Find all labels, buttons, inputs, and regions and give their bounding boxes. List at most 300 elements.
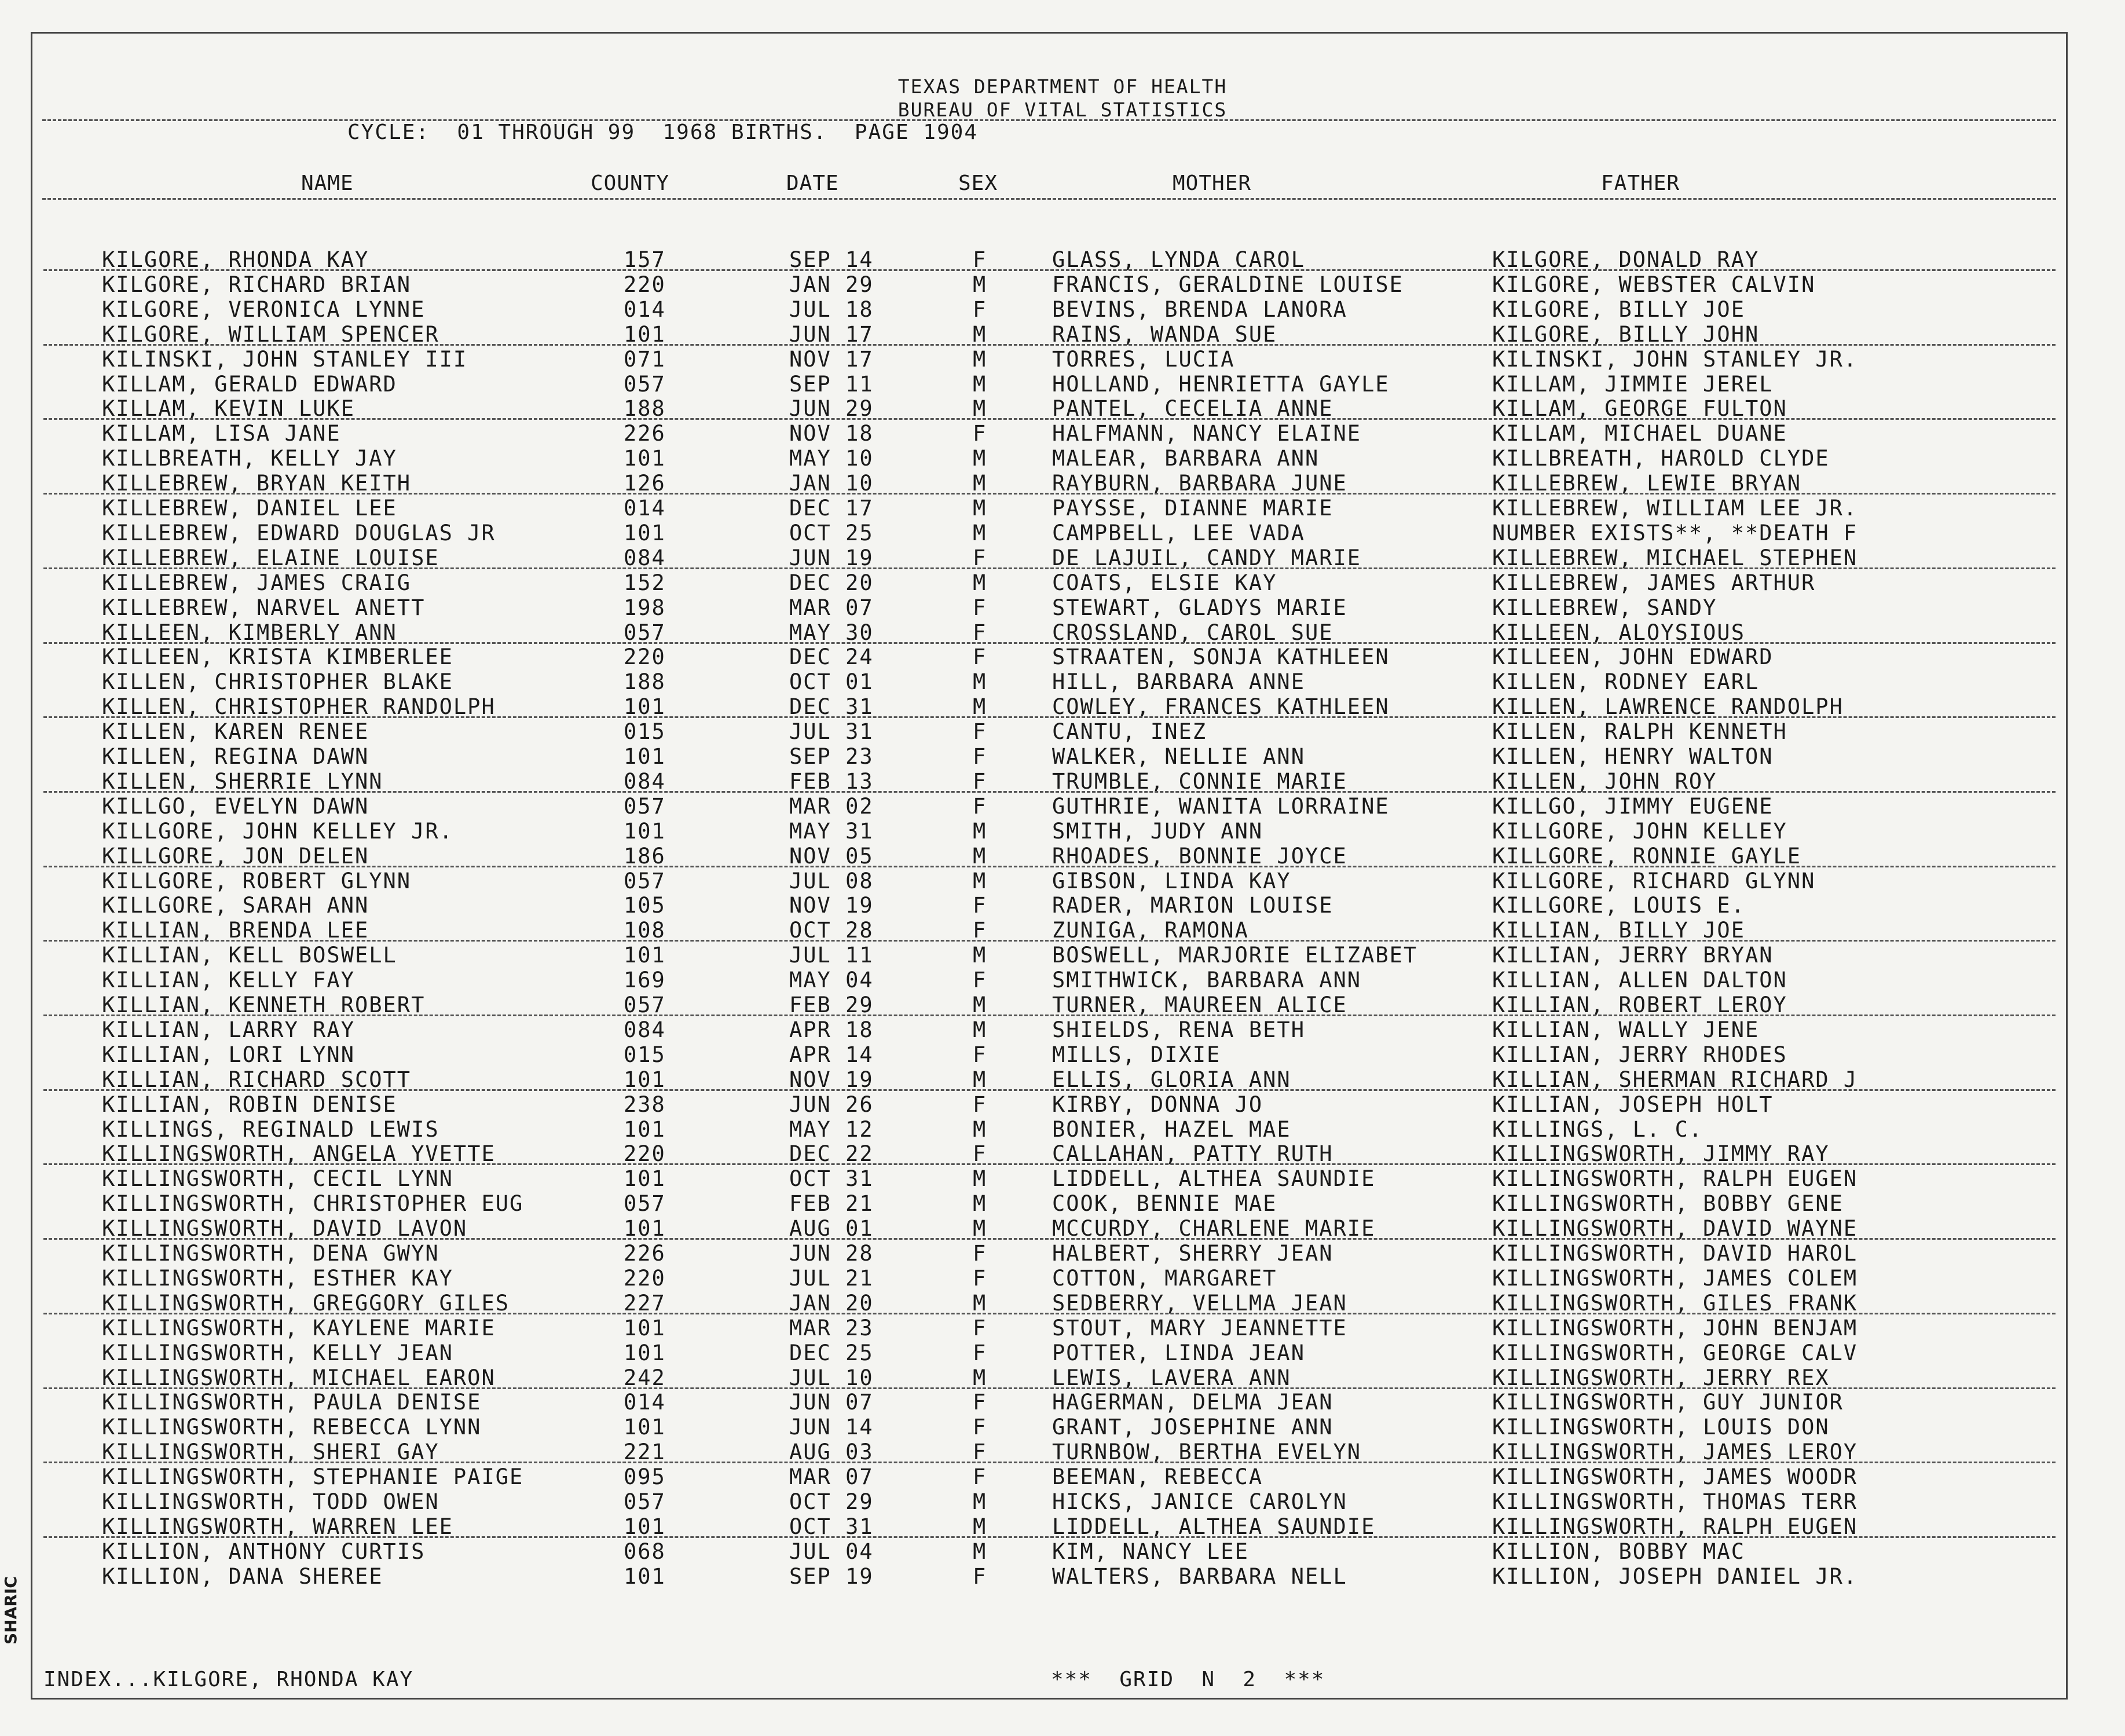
table-row — [0, 918, 2125, 943]
cell-name: KILLINGSWORTH, CECIL LYNN — [102, 1166, 453, 1192]
cell-date: MAY 04 — [789, 968, 874, 993]
cell-sex: M — [973, 1365, 987, 1390]
cell-sex: M — [973, 1191, 987, 1217]
cell-name: KILLINGSWORTH, GREGGORY GILES — [102, 1290, 510, 1316]
cell-name: KILLINGSWORTH, TODD OWEN — [102, 1489, 439, 1514]
cell-name: KILLEN, CHRISTOPHER BLAKE — [102, 669, 453, 695]
cell-sex: F — [973, 1315, 987, 1341]
cell-name: KILLEBREW, JAMES CRAIG — [102, 570, 412, 595]
cell-date: JUN 17 — [789, 321, 874, 347]
cell-date: NOV 19 — [789, 893, 874, 918]
cell-father: KILGORE, DONALD RAY — [1492, 247, 1760, 272]
cell-name: KILLION, DANA SHEREE — [102, 1563, 383, 1589]
cell-sex: M — [973, 843, 987, 869]
cell-mother: GLASS, LYNDA CAROL — [1052, 247, 1305, 272]
cell-name: KILLINGSWORTH, CHRISTOPHER EUG — [102, 1191, 524, 1217]
col-mother: MOTHER — [1173, 171, 1252, 195]
cell-county: 057 — [624, 868, 666, 893]
table-row — [0, 669, 2125, 694]
cell-name: KILLEN, KAREN RENEE — [102, 719, 369, 745]
table-row — [0, 1440, 2125, 1464]
cell-date: JUN 14 — [789, 1415, 874, 1440]
cell-mother: LEWIS, LAVERA ANN — [1052, 1365, 1291, 1390]
cell-sex: M — [973, 943, 987, 968]
cell-county: 220 — [624, 1141, 666, 1167]
cell-date: JAN 29 — [789, 272, 874, 297]
cell-mother: LIDDELL, ALTHEA SAUNDIE — [1052, 1166, 1376, 1192]
cell-county: 084 — [624, 545, 666, 570]
cell-county: 084 — [624, 768, 666, 794]
cell-sex: F — [973, 1440, 987, 1465]
cell-sex: M — [973, 446, 987, 471]
cell-name: KILLEN, SHERRIE LYNN — [102, 768, 383, 794]
cell-sex: F — [973, 793, 987, 819]
cell-county: 101 — [624, 321, 666, 347]
cell-father: KILLEN, HENRY WALTON — [1492, 744, 1774, 769]
cell-mother: COATS, ELSIE KAY — [1052, 570, 1277, 595]
cell-county: 101 — [624, 1315, 666, 1341]
cell-sex: F — [973, 1464, 987, 1490]
cell-father: KILLEBREW, JAMES ARTHUR — [1492, 570, 1816, 595]
cell-sex: F — [973, 744, 987, 769]
cell-father: KILLAM, GEORGE FULTON — [1492, 396, 1787, 422]
cell-date: MAR 02 — [789, 793, 874, 819]
cell-sex: F — [973, 247, 987, 272]
cell-sex: M — [973, 1017, 987, 1042]
cell-father: KILGORE, BILLY JOE — [1492, 296, 1745, 322]
cell-county: 071 — [624, 346, 666, 372]
cell-date: FEB 29 — [789, 992, 874, 1017]
cell-date: DEC 20 — [789, 570, 874, 595]
cell-county: 157 — [624, 247, 666, 272]
table-row — [0, 869, 2125, 893]
cell-county: 226 — [624, 1241, 666, 1266]
table-row — [0, 1092, 2125, 1117]
cell-county: 057 — [624, 620, 666, 645]
header-rule — [42, 119, 2056, 121]
cell-name: KILLINGSWORTH, ESTHER KAY — [102, 1265, 453, 1291]
cell-mother: SMITH, JUDY ANN — [1052, 818, 1263, 844]
cell-county: 084 — [624, 1017, 666, 1042]
cell-father: KILLION, JOSEPH DANIEL JR. — [1492, 1563, 1858, 1589]
cell-father: NUMBER EXISTS**, **DEATH F — [1492, 520, 1858, 545]
cell-name: KILLINGSWORTH, DAVID LAVON — [102, 1216, 468, 1241]
cell-date: NOV 05 — [789, 843, 874, 869]
cell-father: KILLINGSWORTH, RALPH EUGEN — [1492, 1166, 1858, 1192]
col-date: DATE — [786, 171, 839, 195]
cell-date: JUL 21 — [789, 1265, 874, 1291]
cell-name: KILLEBREW, DANIEL LEE — [102, 496, 397, 521]
cell-sex: M — [973, 1514, 987, 1539]
col-father: FATHER — [1601, 171, 1680, 195]
cell-name: KILGORE, VERONICA LYNNE — [102, 296, 426, 322]
cell-sex: F — [973, 768, 987, 794]
table-row — [0, 719, 2125, 744]
cell-county: 101 — [624, 1067, 666, 1092]
cell-date: JUL 11 — [789, 943, 874, 968]
cell-name: KILLIAN, LORI LYNN — [102, 1042, 355, 1067]
cell-mother: HOLLAND, HENRIETTA GAYLE — [1052, 371, 1390, 397]
cell-father: KILLEBREW, SANDY — [1492, 595, 1717, 620]
cell-mother: POTTER, LINDA JEAN — [1052, 1340, 1305, 1365]
table-row — [0, 1390, 2125, 1415]
cell-county: 101 — [624, 1563, 666, 1589]
cell-mother: SEDBERRY, VELLMA JEAN — [1052, 1290, 1347, 1316]
cell-date: JUN 19 — [789, 545, 874, 570]
cell-mother: COTTON, MARGARET — [1052, 1265, 1277, 1291]
cell-father: KILLINGSWORTH, THOMAS TERR — [1492, 1489, 1858, 1514]
cell-sex: F — [973, 1390, 987, 1415]
cell-father: KILLBREATH, HAROLD CLYDE — [1492, 446, 1830, 471]
cell-name: KILLIAN, RICHARD SCOTT — [102, 1067, 412, 1092]
cell-sex: M — [973, 868, 987, 893]
cell-mother: FRANCIS, GERALDINE LOUISE — [1052, 272, 1404, 297]
table-row — [0, 1341, 2125, 1365]
cell-date: MAR 23 — [789, 1315, 874, 1341]
cell-date: DEC 31 — [789, 694, 874, 720]
cell-county: 108 — [624, 918, 666, 943]
cell-name: KILLEEN, KRISTA KIMBERLEE — [102, 644, 453, 670]
cell-father: KILGORE, WEBSTER CALVIN — [1492, 272, 1816, 297]
table-row — [0, 247, 2125, 272]
cell-mother: RHOADES, BONNIE JOYCE — [1052, 843, 1347, 869]
cell-mother: BONIER, HAZEL MAE — [1052, 1116, 1291, 1142]
cell-father: KILLIAN, JOSEPH HOLT — [1492, 1092, 1774, 1117]
cell-county: 101 — [624, 744, 666, 769]
cell-mother: TURNBOW, BERTHA EVELYN — [1052, 1440, 1362, 1465]
cell-name: KILLIAN, ROBIN DENISE — [102, 1092, 397, 1117]
cell-date: JAN 10 — [789, 471, 874, 496]
cell-father: KILLIAN, BILLY JOE — [1492, 918, 1745, 943]
cell-date: AUG 01 — [789, 1216, 874, 1241]
cell-county: 220 — [624, 272, 666, 297]
cell-name: KILLINGSWORTH, PAULA DENISE — [102, 1390, 482, 1415]
cell-date: JUL 10 — [789, 1365, 874, 1390]
cell-name: KILLEBREW, NARVEL ANETT — [102, 595, 426, 620]
cell-county: 101 — [624, 943, 666, 968]
cell-name: KILLINGS, REGINALD LEWIS — [102, 1116, 439, 1142]
cell-mother: STEWART, GLADYS MARIE — [1052, 595, 1347, 620]
cell-county: 169 — [624, 968, 666, 993]
cell-mother: SHIELDS, RENA BETH — [1052, 1017, 1305, 1042]
cell-mother: HALBERT, SHERRY JEAN — [1052, 1241, 1333, 1266]
col-name: NAME — [301, 171, 354, 195]
cell-date: APR 18 — [789, 1017, 874, 1042]
cell-sex: F — [973, 595, 987, 620]
table-row — [0, 421, 2125, 446]
table-row — [0, 1564, 2125, 1589]
cell-name: KILINSKI, JOHN STANLEY III — [102, 346, 468, 372]
cell-mother: BEEMAN, REBECCA — [1052, 1464, 1263, 1490]
cell-sex: M — [973, 1290, 987, 1316]
cell-mother: KIRBY, DONNA JO — [1052, 1092, 1263, 1117]
table-row — [0, 1117, 2125, 1142]
cell-sex: F — [973, 1415, 987, 1440]
cell-father: KILLEBREW, MICHAEL STEPHEN — [1492, 545, 1858, 570]
cell-name: KILLAM, GERALD EDWARD — [102, 371, 397, 397]
cell-date: FEB 13 — [789, 768, 874, 794]
cell-father: KILLEEN, ALOYSIOUS — [1492, 620, 1745, 645]
cell-name: KILLEN, REGINA DAWN — [102, 744, 369, 769]
cell-date: DEC 24 — [789, 644, 874, 670]
table-row — [0, 744, 2125, 769]
cell-sex: F — [973, 421, 987, 446]
cell-father: KILLINGSWORTH, JOHN BENJAM — [1492, 1315, 1858, 1341]
cell-father: KILLINGSWORTH, GILES FRANK — [1492, 1290, 1858, 1316]
cell-father: KILLAM, JIMMIE JEREL — [1492, 371, 1774, 397]
cell-father: KILLINGSWORTH, DAVID HAROL — [1492, 1241, 1858, 1266]
cell-father: KILLION, BOBBY MAC — [1492, 1539, 1745, 1564]
table-row — [0, 570, 2125, 595]
cell-father: KILLGORE, RICHARD GLYNN — [1492, 868, 1816, 893]
cell-sex: M — [973, 1539, 987, 1564]
cell-county: 014 — [624, 296, 666, 322]
cell-date: JUL 04 — [789, 1539, 874, 1564]
cell-county: 101 — [624, 1116, 666, 1142]
cell-sex: F — [973, 719, 987, 745]
cell-date: FEB 21 — [789, 1191, 874, 1217]
cell-father: KILLEN, LAWRENCE RANDOLPH — [1492, 694, 1844, 720]
cell-county: 101 — [624, 694, 666, 720]
cell-sex: F — [973, 644, 987, 670]
cell-name: KILLAM, LISA JANE — [102, 421, 341, 446]
cell-name: KILLEN, CHRISTOPHER RANDOLPH — [102, 694, 496, 720]
cell-date: SEP 23 — [789, 744, 874, 769]
cell-date: AUG 03 — [789, 1440, 874, 1465]
cell-date: MAY 10 — [789, 446, 874, 471]
cell-date: MAR 07 — [789, 595, 874, 620]
cell-name: KILLIAN, KELL BOSWELL — [102, 943, 397, 968]
cell-date: NOV 19 — [789, 1067, 874, 1092]
cell-date: JUN 29 — [789, 396, 874, 422]
cell-date: JUL 31 — [789, 719, 874, 745]
cell-date: OCT 31 — [789, 1166, 874, 1192]
cell-mother: BOSWELL, MARJORIE ELIZABET — [1052, 943, 1418, 968]
table-row — [0, 644, 2125, 669]
cell-father: KILLINGSWORTH, BOBBY GENE — [1492, 1191, 1844, 1217]
cell-mother: STOUT, MARY JEANNETTE — [1052, 1315, 1347, 1341]
cell-mother: WALKER, NELLIE ANN — [1052, 744, 1305, 769]
cell-county: 238 — [624, 1092, 666, 1117]
cell-date: JUL 08 — [789, 868, 874, 893]
cell-name: KILLINGSWORTH, ANGELA YVETTE — [102, 1141, 496, 1167]
cell-name: KILLGORE, JON DELEN — [102, 843, 369, 869]
bureau-title: BUREAU OF VITAL STATISTICS — [897, 98, 1228, 121]
cell-father: KILLINGSWORTH, DAVID WAYNE — [1492, 1216, 1858, 1241]
cell-mother: GIBSON, LINDA KAY — [1052, 868, 1291, 893]
cell-date: OCT 25 — [789, 520, 874, 545]
cell-name: KILLGO, EVELYN DAWN — [102, 793, 369, 819]
table-row — [0, 1291, 2125, 1316]
cell-county: 101 — [624, 1514, 666, 1539]
cell-date: SEP 19 — [789, 1563, 874, 1589]
cell-county: 068 — [624, 1539, 666, 1564]
table-row — [0, 446, 2125, 471]
cell-sex: F — [973, 1241, 987, 1266]
cell-mother: MALEAR, BARBARA ANN — [1052, 446, 1320, 471]
cell-name: KILLINGSWORTH, WARREN LEE — [102, 1514, 453, 1539]
table-row — [0, 992, 2125, 1017]
table-row — [0, 1166, 2125, 1191]
cell-father: KILLAM, MICHAEL DUANE — [1492, 421, 1787, 446]
table-row — [0, 1042, 2125, 1067]
cell-mother: LIDDELL, ALTHEA SAUNDIE — [1052, 1514, 1376, 1539]
cell-mother: KIM, NANCY LEE — [1052, 1539, 1249, 1564]
cell-father: KILLGO, JIMMY EUGENE — [1492, 793, 1774, 819]
table-row — [0, 322, 2125, 347]
cell-father: KILLGORE, RONNIE GAYLE — [1492, 843, 1802, 869]
cell-county: 101 — [624, 446, 666, 471]
side-label: SHARIC — [1, 1576, 20, 1645]
table-row — [0, 1489, 2125, 1514]
cell-sex: F — [973, 545, 987, 570]
table-row — [0, 1067, 2125, 1092]
cell-name: KILLEBREW, ELAINE LOUISE — [102, 545, 439, 570]
table-row — [0, 620, 2125, 645]
cell-sex: M — [973, 1166, 987, 1192]
cell-name: KILLEBREW, EDWARD DOUGLAS JR — [102, 520, 496, 545]
col-county: COUNTY — [591, 171, 670, 195]
table-row — [0, 893, 2125, 918]
cell-mother: ZUNIGA, RAMONA — [1052, 918, 1249, 943]
cell-father: KILLIAN, JERRY RHODES — [1492, 1042, 1787, 1067]
cell-name: KILLINGSWORTH, MICHAEL EARON — [102, 1365, 496, 1390]
cell-name: KILGORE, RHONDA KAY — [102, 247, 369, 272]
table-row — [0, 819, 2125, 844]
cell-county: 101 — [624, 520, 666, 545]
cell-mother: CAMPBELL, LEE VADA — [1052, 520, 1305, 545]
cell-sex: M — [973, 396, 987, 422]
cell-name: KILLIAN, KELLY FAY — [102, 968, 355, 993]
cell-date: JAN 20 — [789, 1290, 874, 1316]
cell-sex: F — [973, 1265, 987, 1291]
cell-date: APR 14 — [789, 1042, 874, 1067]
cell-mother: ELLIS, GLORIA ANN — [1052, 1067, 1291, 1092]
cell-date: MAY 12 — [789, 1116, 874, 1142]
cell-county: 101 — [624, 1340, 666, 1365]
cell-county: 014 — [624, 1390, 666, 1415]
col-sex: SEX — [958, 171, 998, 195]
cell-mother: WALTERS, BARBARA NELL — [1052, 1563, 1347, 1589]
table-row — [0, 272, 2125, 297]
cell-county: 152 — [624, 570, 666, 595]
table-row — [0, 1464, 2125, 1489]
cell-county: 015 — [624, 719, 666, 745]
cell-name: KILLINGSWORTH, KELLY JEAN — [102, 1340, 453, 1365]
cell-name: KILLINGSWORTH, DENA GWYN — [102, 1241, 439, 1266]
cell-mother: MCCURDY, CHARLENE MARIE — [1052, 1216, 1376, 1241]
cell-mother: COOK, BENNIE MAE — [1052, 1191, 1277, 1217]
cell-sex: M — [973, 570, 987, 595]
cell-father: KILLINGSWORTH, RALPH EUGEN — [1492, 1514, 1858, 1539]
table-row — [0, 1241, 2125, 1266]
cell-sex: F — [973, 918, 987, 943]
footer-grid: *** GRID N 2 *** — [1051, 1668, 1325, 1691]
cell-name: KILLAM, KEVIN LUKE — [102, 396, 355, 422]
cell-county: 221 — [624, 1440, 666, 1465]
cell-county: 242 — [624, 1365, 666, 1390]
table-row — [0, 1415, 2125, 1440]
cell-county: 057 — [624, 1191, 666, 1217]
cell-sex: F — [973, 1563, 987, 1589]
cell-county: 188 — [624, 396, 666, 422]
cell-sex: F — [973, 1141, 987, 1167]
table-row — [0, 844, 2125, 869]
cell-date: MAR 07 — [789, 1464, 874, 1490]
cell-county: 227 — [624, 1290, 666, 1316]
cell-sex: M — [973, 992, 987, 1017]
cell-sex: F — [973, 893, 987, 918]
table-row — [0, 769, 2125, 794]
cell-county: 101 — [624, 818, 666, 844]
cell-sex: M — [973, 1067, 987, 1092]
cell-date: MAY 30 — [789, 620, 874, 645]
table-row — [0, 545, 2125, 570]
cell-name: KILLGORE, ROBERT GLYNN — [102, 868, 412, 893]
cell-county: 220 — [624, 1265, 666, 1291]
cell-father: KILLEN, RODNEY EARL — [1492, 669, 1760, 695]
cell-date: JUN 26 — [789, 1092, 874, 1117]
cell-date: OCT 29 — [789, 1489, 874, 1514]
cell-mother: PANTEL, CECELIA ANNE — [1052, 396, 1333, 422]
table-row — [0, 396, 2125, 421]
cell-mother: HICKS, JANICE CAROLYN — [1052, 1489, 1347, 1514]
table-row — [0, 1365, 2125, 1390]
table-row — [0, 694, 2125, 719]
cell-father: KILLEBREW, WILLIAM LEE JR. — [1492, 496, 1858, 521]
cell-father: KILLINGSWORTH, GEORGE CALV — [1492, 1340, 1858, 1365]
cell-name: KILGORE, WILLIAM SPENCER — [102, 321, 439, 347]
cell-date: NOV 17 — [789, 346, 874, 372]
table-row — [0, 1266, 2125, 1291]
table-row — [0, 1141, 2125, 1166]
cell-county: 126 — [624, 471, 666, 496]
cell-name: KILLIAN, BRENDA LEE — [102, 918, 369, 943]
cell-mother: TORRES, LUCIA — [1052, 346, 1235, 372]
cell-mother: SMITHWICK, BARBARA ANN — [1052, 968, 1362, 993]
column-headers — [0, 171, 2125, 197]
cell-mother: RAYBURN, BARBARA JUNE — [1052, 471, 1347, 496]
cell-date: SEP 14 — [789, 247, 874, 272]
cell-father: KILLGORE, JOHN KELLEY — [1492, 818, 1787, 844]
cell-mother: DE LAJUIL, CANDY MARIE — [1052, 545, 1362, 570]
table-row — [0, 1017, 2125, 1042]
cell-sex: M — [973, 694, 987, 720]
cell-mother: CALLAHAN, PATTY RUTH — [1052, 1141, 1333, 1167]
cell-father: KILLIAN, ROBERT LEROY — [1492, 992, 1787, 1017]
cell-sex: M — [973, 371, 987, 397]
cell-father: KILLEBREW, LEWIE BRYAN — [1492, 471, 1802, 496]
cell-sex: M — [973, 321, 987, 347]
cell-mother: COWLEY, FRANCES KATHLEEN — [1052, 694, 1390, 720]
table-row — [0, 372, 2125, 397]
cell-sex: F — [973, 1340, 987, 1365]
cell-name: KILLGORE, JOHN KELLEY JR. — [102, 818, 453, 844]
cell-name: KILGORE, RICHARD BRIAN — [102, 272, 412, 297]
column-rule — [42, 198, 2056, 200]
cell-date: DEC 22 — [789, 1141, 874, 1167]
cell-father: KILLIAN, WALLY JENE — [1492, 1017, 1760, 1042]
cell-county: 188 — [624, 669, 666, 695]
cell-county: 057 — [624, 793, 666, 819]
table-row — [0, 1216, 2125, 1241]
cell-county: 095 — [624, 1464, 666, 1490]
cell-county: 105 — [624, 893, 666, 918]
cell-father: KILLINGSWORTH, JAMES LEROY — [1492, 1440, 1858, 1465]
cell-name: KILLIAN, KENNETH ROBERT — [102, 992, 426, 1017]
cell-father: KILLINGSWORTH, JAMES WOODR — [1492, 1464, 1858, 1490]
cell-mother: GRANT, JOSEPHINE ANN — [1052, 1415, 1333, 1440]
